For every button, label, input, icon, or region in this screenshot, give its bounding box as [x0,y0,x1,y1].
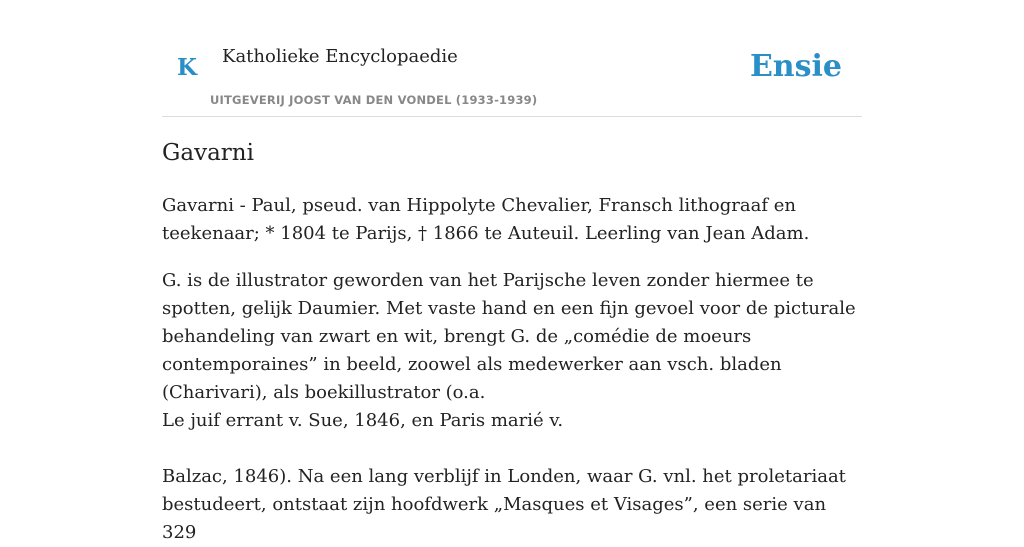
site-header [162,0,862,117]
article-paragraph: G. is de illustrator geworden van het Parijsche leven zonder hiermee te spotten, gelijk Daumier. Met vaste hand en een fijn gevoel voor de picturale behandeling van zwart en wit, brengt G. de „comédie de moeurs contemporaines” in beeld, zoowel als medewerker aan vsch. bladen (Charivari), als boekillustrator (o.a. [162,270,856,403]
article-paragraph: Gavarni - Paul, pseud. van Hippolyte Chevalier, Fransch lithograaf en teekenaar; * 1804 te Parijs, † 1866 te Auteuil. Leerling van Jean Adam. [162,195,810,244]
site-title-link[interactable]: Katholieke Encyclopaedie [222,46,458,67]
article-paragraph: Balzac, 1846). Na een lang verblijf in Londen, waar G. vnl. het proletariaat bestudeert, ontstaat zijn hoofdwerk „Masques et Visages”, een serie van 329 [162,466,846,543]
brand-logo-link[interactable]: Ensie [749,49,842,84]
article-paragraph: Le juif errant v. Sue, 1846, en Paris marié v. [162,410,564,431]
logo-icon[interactable]: K [177,54,197,81]
publisher-subtitle: UITGEVERIJ JOOST VAN DEN VONDEL (1933-1939) [210,93,538,107]
article-title: Gavarni [162,140,254,166]
